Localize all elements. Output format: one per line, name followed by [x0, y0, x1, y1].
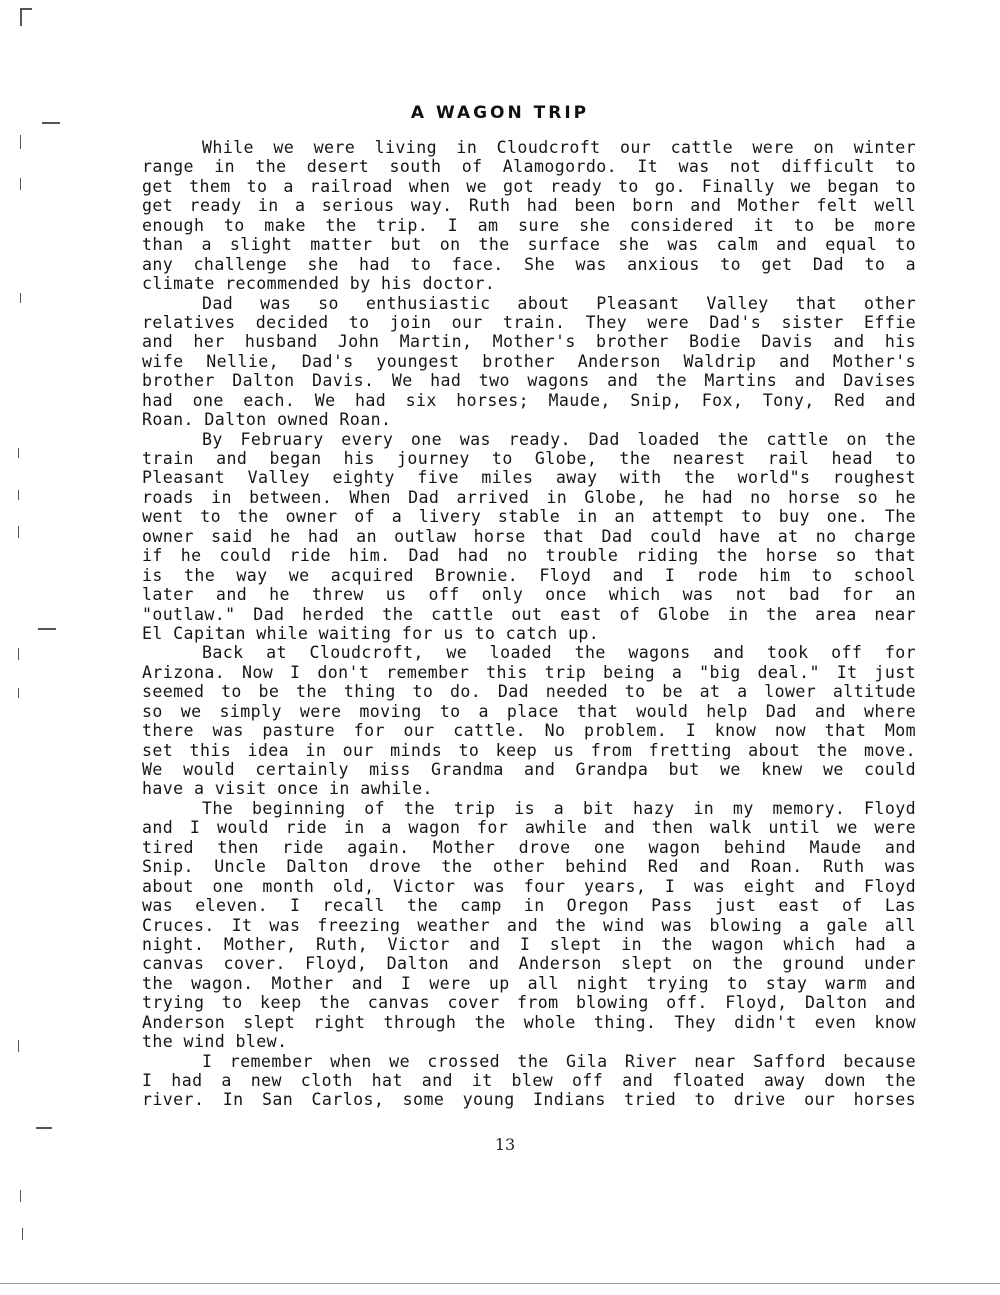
text-line: and I would ride in a wagon for awhile and then walk until we were — [142, 818, 916, 838]
text-line: relatives decided to join our train. They were Dad's sister Effie — [142, 312, 916, 332]
text-line: range in the desert south of Alamogordo. It was not difficult to — [142, 157, 916, 177]
paragraph — [142, 1052, 916, 1110]
text-line: We would certainly miss Grandma and Grandpa but we knew we could — [142, 760, 916, 779]
scan-margin-mark — [22, 1228, 23, 1240]
text-line: canvas cover. Floyd, Dalton and Anderson slept on the ground under — [142, 954, 916, 974]
text-line: enough to make the trip. I am sure she considered it to be more — [142, 215, 916, 235]
text-line: By February every one was ready. Dad loaded the cattle on the — [202, 429, 916, 449]
text-line: than a slight matter but on the surface she was calm and equal to — [142, 235, 916, 255]
text-line: Arizona. Now I don't remember this trip being a "big deal." It just — [142, 662, 916, 682]
scan-margin-mark — [20, 135, 21, 149]
text-line: Cruces. It was freezing weather and the wind was blowing a gale all — [142, 915, 916, 935]
text-line: While we were living in Cloudcroft our cattle were on winter — [202, 138, 916, 157]
text-line: Anderson slept right through the whole thing. They didn't even know — [142, 1012, 916, 1032]
text-line: set this idea in our minds to keep us from fretting about the move. — [142, 740, 916, 760]
text-line: later and he threw us off only once which was not bad for an — [142, 585, 916, 605]
paragraph — [142, 430, 916, 644]
text-line: wife Nellie, Dad's youngest brother Anderson Waldrip and Mother's — [142, 351, 916, 371]
text-line: about one month old, Victor was four years, I was eight and Floyd — [142, 876, 916, 896]
scan-margin-mark — [20, 1190, 21, 1202]
scan-margin-mark — [36, 1127, 52, 1129]
text-line: Dad was so enthusiastic about Pleasant Valley that other — [202, 293, 916, 313]
text-line: seemed to be the thing to do. Dad needed to be at a lower altitude — [142, 682, 916, 702]
text-line: if he could ride him. Dad had no trouble riding the horse so that — [142, 546, 916, 566]
scan-margin-mark — [18, 688, 19, 698]
paragraph — [142, 294, 916, 430]
text-line: went to the owner of a livery stable in an attempt to buy one. The — [142, 507, 916, 527]
page-title: A WAGON TRIP — [410, 103, 590, 124]
scan-corner-mark — [20, 8, 22, 26]
text-line: the wagon. Mother and I were up all night trying to stay warm and — [142, 973, 916, 993]
text-line: climate recommended by his doctor. — [142, 274, 496, 294]
text-line: the wind blew. — [142, 1032, 288, 1052]
text-line: have a visit once in awhile. — [142, 779, 433, 799]
text-line: "outlaw." Dad herded the cattle out east of Globe in the area near — [142, 604, 916, 624]
text-line: I had a new cloth hat and it blew off and floated away down the — [142, 1071, 916, 1090]
scan-margin-mark — [38, 628, 56, 630]
text-line: roads in between. When Dad arrived in Globe, he had no horse so he — [142, 487, 916, 507]
page-number: 13 — [494, 1135, 516, 1154]
text-line: The beginning of the trip is a bit hazy in my memory. Floyd — [202, 798, 916, 818]
paragraph — [142, 799, 916, 1052]
scan-margin-mark — [18, 490, 19, 500]
text-line: El Capitan while waiting for us to catch up. — [142, 623, 600, 643]
body-text — [142, 138, 916, 1110]
text-line: any challenge she had to face. She was anxious to get Dad to a — [142, 254, 916, 274]
text-line: trying to keep the canvas cover from blowing off. Floyd, Dalton and — [142, 993, 916, 1013]
scan-margin-mark — [18, 648, 19, 660]
scan-margin-mark — [18, 1040, 19, 1052]
text-line: Snip. Uncle Dalton drove the other behind Red and Roan. Ruth was — [142, 857, 916, 877]
text-line: get them to a railroad when we got ready to go. Finally we began to — [142, 176, 916, 196]
scan-margin-mark — [18, 526, 19, 538]
text-line: I remember when we crossed the Gila River near Safford because — [202, 1051, 916, 1071]
paragraph — [142, 643, 916, 799]
text-line: is the way we acquired Brownie. Floyd and I rode him to school — [142, 565, 916, 585]
text-line: Pleasant Valley eighty five miles away with the world"s roughest — [142, 468, 916, 488]
text-line: brother Dalton Davis. We had two wagons and the Martins and Davises — [142, 371, 916, 391]
text-line: owner said he had an outlaw horse that Dad could have at no charge — [142, 526, 916, 546]
scan-margin-mark — [20, 178, 21, 190]
text-line: there was pasture for our cattle. No problem. I know now that Mom — [142, 721, 916, 741]
scan-corner-mark — [20, 8, 32, 10]
text-line: so we simply were moving to a place that would help Dad and where — [142, 701, 916, 721]
scan-margin-mark — [18, 448, 19, 458]
text-line: was eleven. I recall the camp in Oregon Pass just east of Las — [142, 896, 916, 916]
text-line: Roan. Dalton owned Roan. — [142, 410, 392, 430]
text-line: get ready in a serious way. Ruth had been born and Mother felt well — [142, 196, 916, 216]
text-line: Back at Cloudcroft, we loaded the wagons and took off for — [202, 643, 916, 663]
text-line: and her husband John Martin, Mother's brother Bodie Davis and his — [142, 332, 916, 352]
paragraph — [142, 138, 916, 294]
text-line: night. Mother, Ruth, Victor and I slept in the wagon which had a — [142, 934, 916, 954]
text-line: had one each. We had six horses; Maude, Snip, Fox, Tony, Red and — [142, 390, 916, 410]
text-line: train and began his journey to Globe, the nearest rail head to — [142, 449, 916, 468]
text-line: tired then ride again. Mother drove one wagon behind Maude and — [142, 837, 916, 857]
scan-margin-mark — [20, 293, 21, 303]
text-line: river. In San Carlos, some young Indians tried to drive our horses — [142, 1090, 916, 1110]
scan-bottom-edge — [0, 1283, 1000, 1284]
